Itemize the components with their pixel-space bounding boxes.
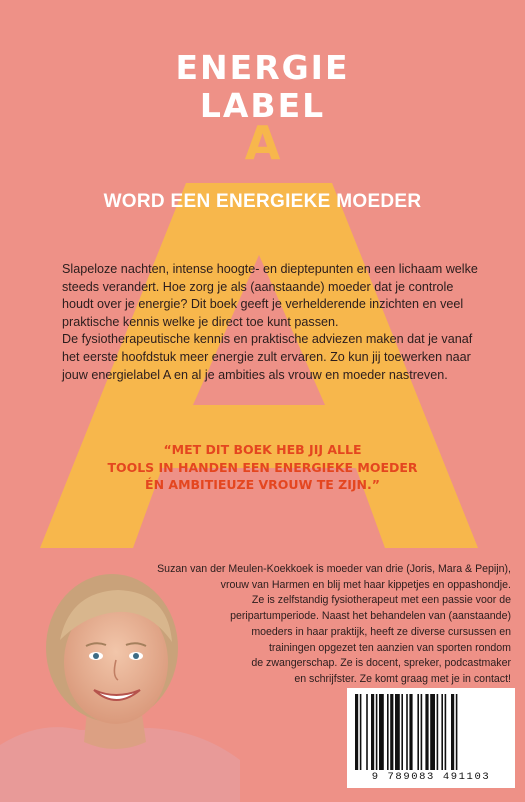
- title-line-1: ENERGIE: [175, 48, 350, 87]
- bio-line: peripartumperiode. Naast het behandelen van (aanstaande): [230, 610, 511, 623]
- subtitle: WORD EEN ENERGIEKE MOEDER: [103, 191, 422, 212]
- isbn-number: 9 789083 491103: [371, 771, 491, 783]
- bio-line: en schrijfster. Ze komt graag met je in contact!: [294, 672, 511, 685]
- bio-line: vrouw van Harmen en blij met haar kippetjes en oppashondje.: [220, 578, 511, 591]
- quote-line-1: “MET DIT BOEK HEB JIJ ALLE: [163, 442, 362, 457]
- barcode-bars: [353, 694, 509, 770]
- title-letter-a: A: [244, 116, 281, 170]
- pull-quote: [0, 441, 525, 494]
- quote-line-3: ÉN AMBITIEUZE VROUW TE ZIJN.”: [145, 477, 380, 492]
- blurb-paragraph-1: Slapeloze nachten, intense hoogte- en dieptepunten en een lichaam welke steeds verandert. Hoe zorg je als (aanstaande) moeder dat je controle houdt over je energie? Dit boek geeft je verhelderende inzichten en veel praktische kennis welke je direct toe kunt passen.: [62, 262, 478, 329]
- bio-line: de zwangerschap. Ze is docent, spreker, podcastmaker: [251, 657, 511, 670]
- blurb-text: [62, 261, 482, 384]
- isbn-barcode: [347, 688, 515, 788]
- bio-line: trainingen opgezet ten aanzien van sporten rondom: [268, 641, 511, 654]
- blurb-paragraph-2: De fysiotherapeutische kennis en praktische adviezen maken dat je vanaf het eerste hoofdstuk meer energie zult ervaren. Zo kun jij toewerken naar jouw energielabel A en al je ambities als vrouw en moeder nastreven.: [62, 332, 473, 382]
- bio-line: Ze is zelfstandig fysiotherapeut met een passie voor de: [251, 594, 511, 607]
- quote-line-2: TOOLS IN HANDEN EEN ENERGIEKE MOEDER: [107, 459, 418, 475]
- title-line-2: LABEL: [199, 86, 326, 125]
- bio-line: moeders in haar praktijk, heeft ze diverse cursussen en: [251, 625, 511, 638]
- author-photo: [0, 570, 240, 802]
- bio-line: Suzan van der Meulen-Koekkoek is moeder van drie (Joris, Mara & Pepijn),: [157, 563, 511, 575]
